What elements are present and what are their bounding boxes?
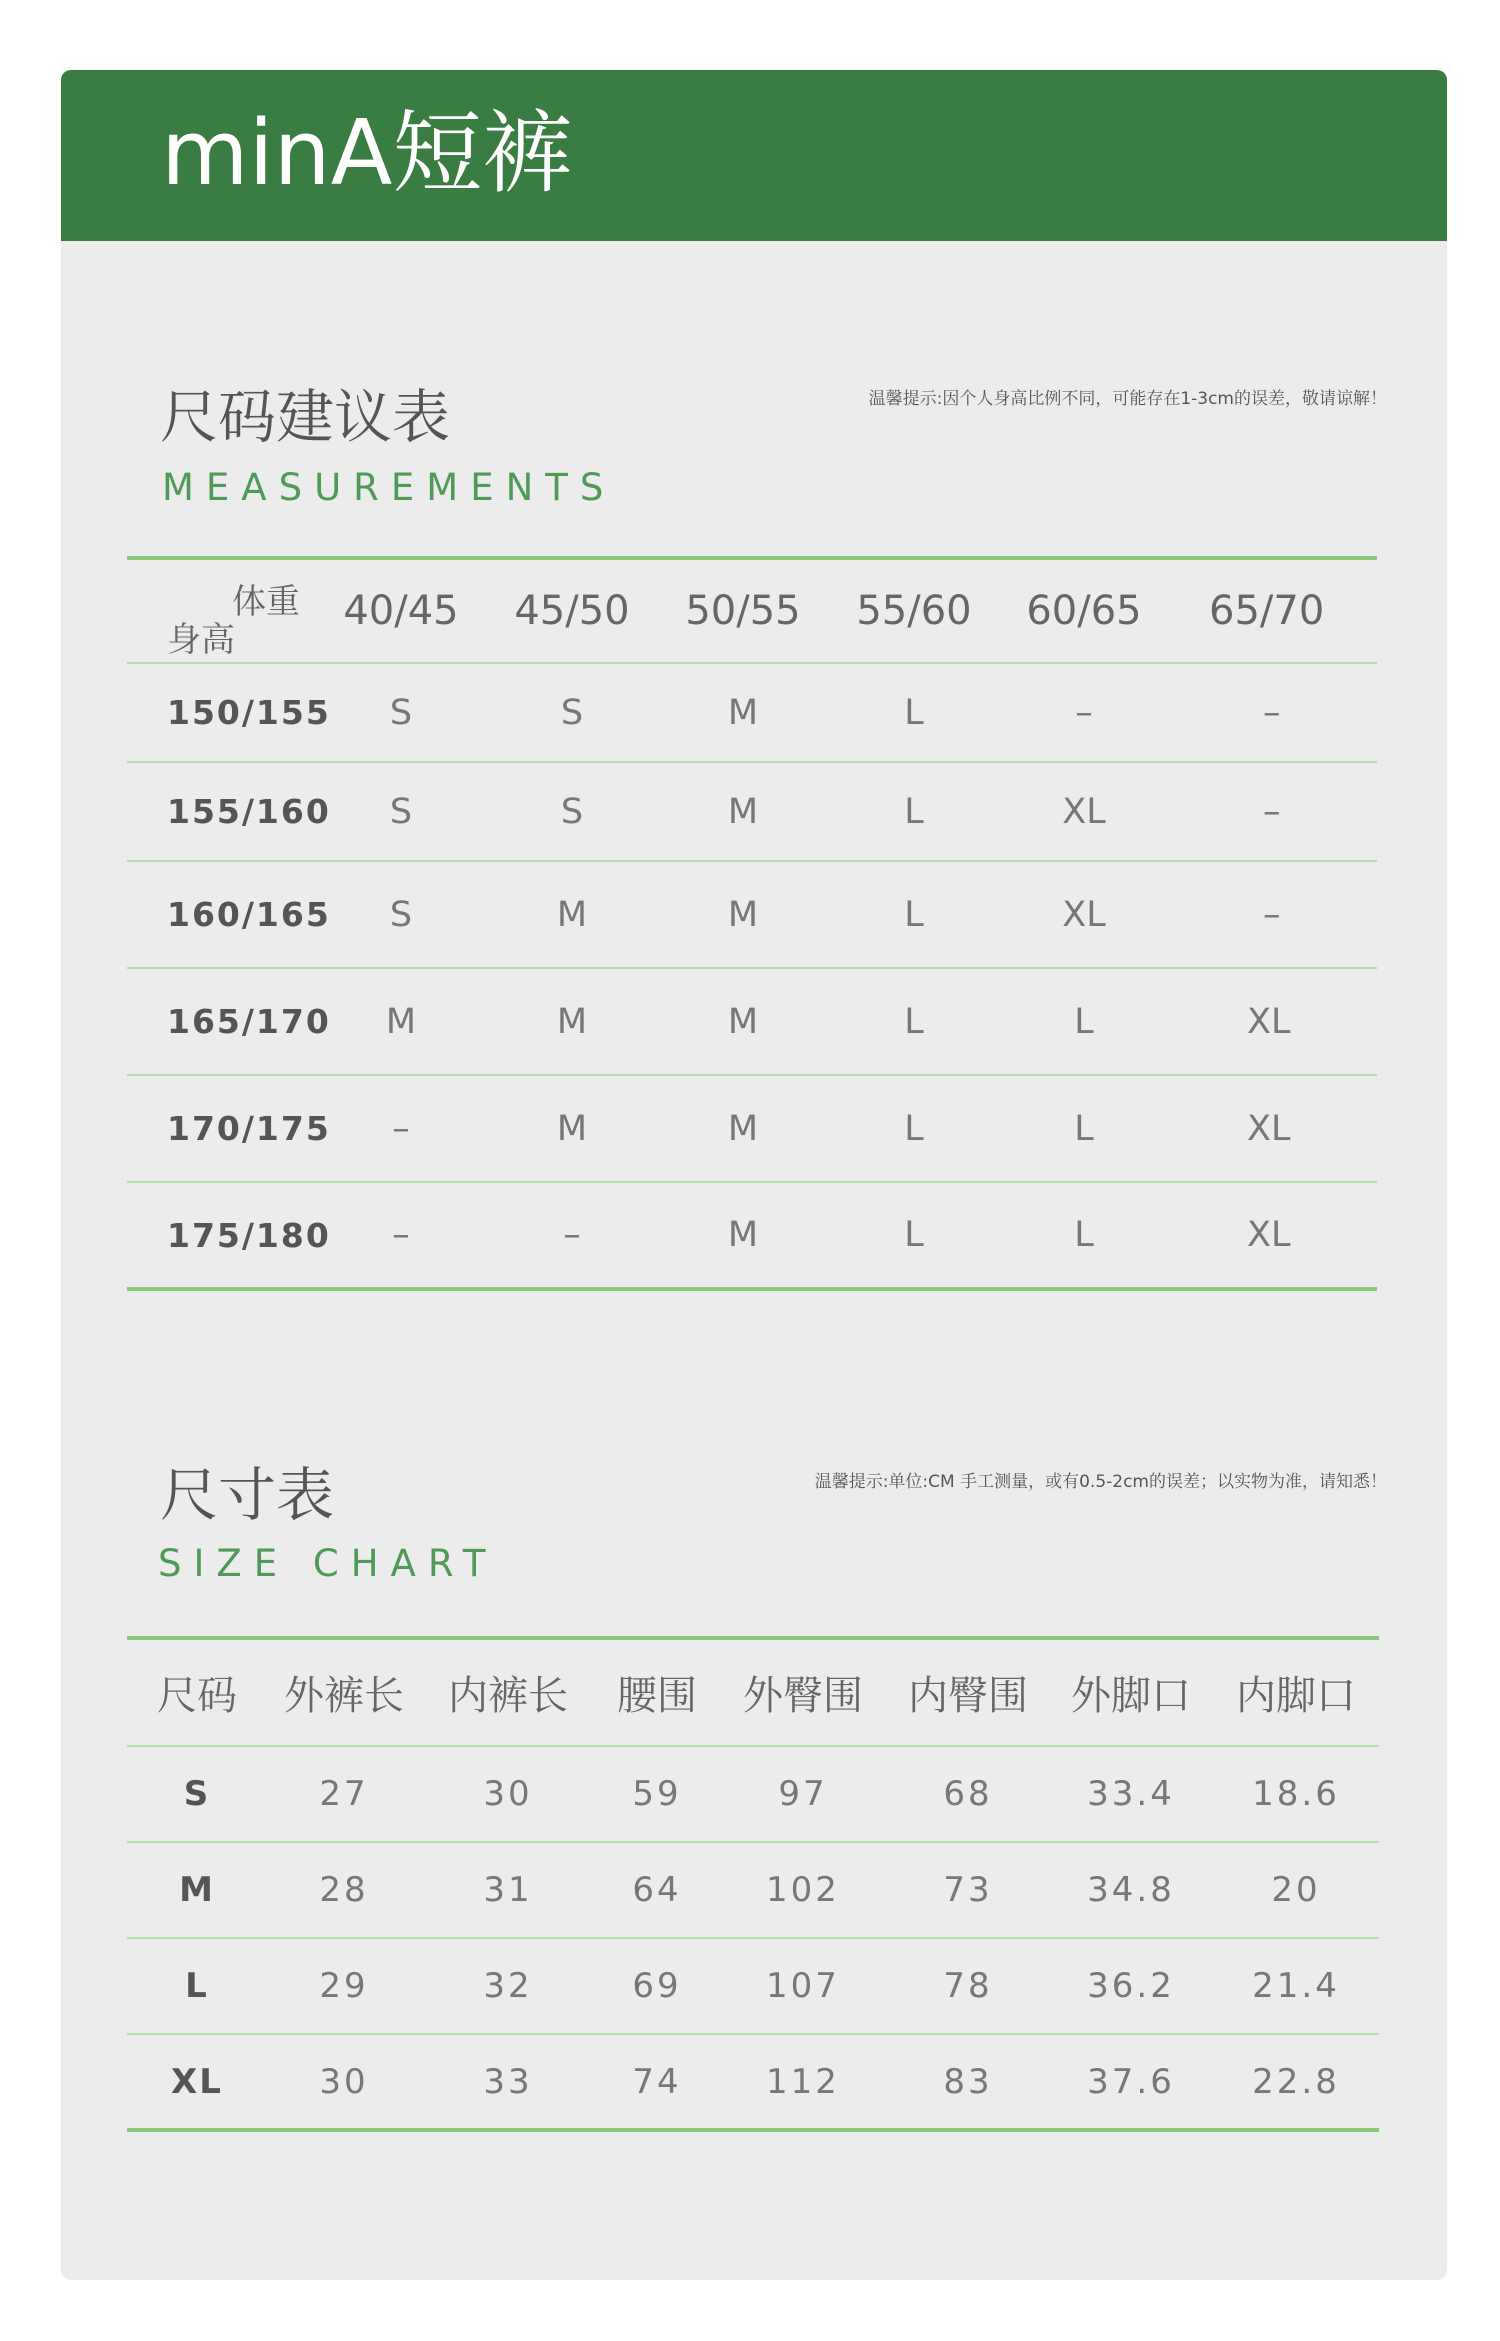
size-guide-card xyxy=(61,70,1447,2280)
table-row xyxy=(127,1746,1379,1842)
table-cell: 73 xyxy=(887,1842,1049,1938)
table-cell: – xyxy=(1169,663,1377,762)
table-cell: 33.4 xyxy=(1049,1746,1213,1842)
table-cell: M xyxy=(657,1182,829,1289)
table-cell: 22.8 xyxy=(1213,2034,1379,2130)
table-cell: L xyxy=(999,1075,1169,1182)
table-cell: – xyxy=(999,663,1169,762)
row-label: 150/155 xyxy=(127,663,315,762)
column-header: 65/70 xyxy=(1209,588,1325,634)
table-cell: XL xyxy=(1169,1182,1377,1289)
table-cell: 30 xyxy=(267,2034,421,2130)
column-header: 55/60 xyxy=(856,588,972,634)
table-cell: S xyxy=(315,762,487,861)
table-cell: S xyxy=(315,861,487,968)
table-cell: XL xyxy=(1169,1075,1377,1182)
table-cell: 27 xyxy=(267,1746,421,1842)
table-cell: 37.6 xyxy=(1049,2034,1213,2130)
table-row xyxy=(127,2034,1379,2130)
table-cell: L xyxy=(829,1075,999,1182)
table-cell: L xyxy=(829,663,999,762)
table-cell: 59 xyxy=(595,1746,719,1842)
table-cell: 68 xyxy=(887,1746,1049,1842)
table-cell: 28 xyxy=(267,1842,421,1938)
table-cell: – xyxy=(315,1182,487,1289)
column-header: 尺码 xyxy=(157,1673,237,1719)
table-cell: – xyxy=(487,1182,657,1289)
column-header: 内臀围 xyxy=(908,1673,1028,1719)
table-cell: – xyxy=(1169,762,1377,861)
table-row xyxy=(127,1938,1379,2034)
table-cell: M xyxy=(487,1075,657,1182)
size-chart-tip: 温馨提示:单位:CM 手工测量，或有0.5-2cm的误差；以实物为准，请知悉！ xyxy=(814,1472,1387,1492)
table-cell: 32 xyxy=(421,1938,595,2034)
table-cell: L xyxy=(999,1182,1169,1289)
table-cell: L xyxy=(829,1182,999,1289)
table-cell: 36.2 xyxy=(1049,1938,1213,2034)
table-cell: 78 xyxy=(887,1938,1049,2034)
table-cell: 74 xyxy=(595,2034,719,2130)
table-cell: M xyxy=(657,968,829,1075)
table-cell: M xyxy=(657,1075,829,1182)
table-cell: M xyxy=(487,968,657,1075)
measurements-tip: 温馨提示:因个人身高比例不同，可能存在1-3cm的误差，敬请谅解！ xyxy=(868,389,1387,409)
corner-weight-label: 体重 xyxy=(232,582,300,622)
column-header: 45/50 xyxy=(514,588,630,634)
table-cell: 107 xyxy=(719,1938,887,2034)
table-cell: 21.4 xyxy=(1213,1938,1379,2034)
table-row xyxy=(127,861,1377,968)
table-cell: 30 xyxy=(421,1746,595,1842)
table-cell: 33 xyxy=(421,2034,595,2130)
table-cell: M xyxy=(657,663,829,762)
table-cell: S xyxy=(487,762,657,861)
row-label: 155/160 xyxy=(127,762,315,861)
measurements-subtitle: MEASUREMENTS xyxy=(162,466,616,509)
size-chart-subtitle: SIZE CHART xyxy=(158,1542,498,1585)
column-header: 外臀围 xyxy=(743,1673,863,1719)
table-cell: – xyxy=(1169,861,1377,968)
table-cell: 20 xyxy=(1213,1842,1379,1938)
table-cell: 64 xyxy=(595,1842,719,1938)
table-cell: M xyxy=(657,762,829,861)
table-cell: 31 xyxy=(421,1842,595,1938)
table-cell: 97 xyxy=(719,1746,887,1842)
corner-cell xyxy=(127,558,315,663)
row-label: 160/165 xyxy=(127,861,315,968)
column-header: 内裤长 xyxy=(448,1673,568,1719)
row-label: XL xyxy=(127,2034,267,2130)
row-label: 165/170 xyxy=(127,968,315,1075)
row-label: L xyxy=(127,1938,267,2034)
table-cell: 112 xyxy=(719,2034,887,2130)
table-cell: 83 xyxy=(887,2034,1049,2130)
column-header: 腰围 xyxy=(617,1673,697,1719)
row-label: M xyxy=(127,1842,267,1938)
column-header: 60/65 xyxy=(1026,588,1142,634)
column-header: 外脚口 xyxy=(1071,1673,1191,1719)
table-cell: XL xyxy=(999,861,1169,968)
table-cell: S xyxy=(487,663,657,762)
table-cell: – xyxy=(315,1075,487,1182)
table-row xyxy=(127,968,1377,1075)
table-cell: XL xyxy=(999,762,1169,861)
column-header: 外裤长 xyxy=(284,1673,404,1719)
table-cell: L xyxy=(999,968,1169,1075)
product-title: minA短裤 xyxy=(161,101,573,206)
table-row xyxy=(127,1182,1377,1289)
measurements-title: 尺码建议表 xyxy=(160,383,451,451)
table-header-row xyxy=(127,558,1377,663)
table-cell: M xyxy=(315,968,487,1075)
measurements-table xyxy=(127,556,1377,1291)
table-cell: 102 xyxy=(719,1842,887,1938)
table-cell: 34.8 xyxy=(1049,1842,1213,1938)
table-cell: XL xyxy=(1169,968,1377,1075)
size-chart-title: 尺寸表 xyxy=(160,1461,335,1529)
corner-height-label: 身高 xyxy=(167,620,235,660)
table-cell: M xyxy=(657,861,829,968)
column-header: 内脚口 xyxy=(1236,1673,1356,1719)
table-row xyxy=(127,1075,1377,1182)
column-header: 40/45 xyxy=(343,588,459,634)
header-banner xyxy=(61,70,1447,241)
row-label: 175/180 xyxy=(127,1182,315,1289)
table-cell: L xyxy=(829,861,999,968)
column-header: 50/55 xyxy=(685,588,801,634)
table-cell: 69 xyxy=(595,1938,719,2034)
row-label: S xyxy=(127,1746,267,1842)
table-cell: 29 xyxy=(267,1938,421,2034)
table-row xyxy=(127,762,1377,861)
row-label: 170/175 xyxy=(127,1075,315,1182)
table-header-row xyxy=(127,1638,1379,1746)
table-cell: S xyxy=(315,663,487,762)
table-cell: L xyxy=(829,968,999,1075)
table-row xyxy=(127,663,1377,762)
table-cell: L xyxy=(829,762,999,861)
table-cell: M xyxy=(487,861,657,968)
table-row xyxy=(127,1842,1379,1938)
table-cell: 18.6 xyxy=(1213,1746,1379,1842)
size-chart-table xyxy=(127,1636,1379,2132)
